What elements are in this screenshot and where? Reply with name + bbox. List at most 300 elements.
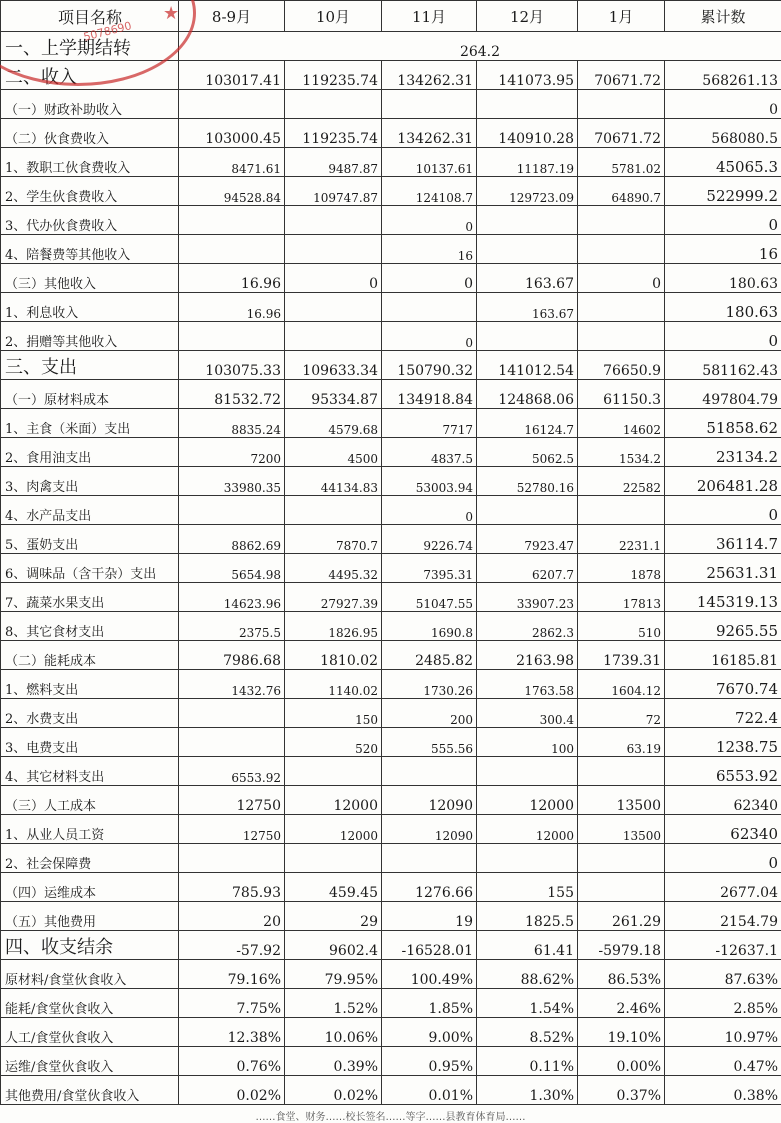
value-cell [179, 728, 285, 757]
value-cell: 163.67 [477, 293, 578, 322]
value-cell: 61.41 [477, 931, 578, 960]
value-cell [285, 206, 382, 235]
value-cell: 0.00% [578, 1047, 665, 1076]
value-cell: 52780.16 [477, 467, 578, 496]
value-cell: 0 [382, 206, 477, 235]
value-cell: 63.19 [578, 728, 665, 757]
cumulative-cell: 45065.3 [665, 148, 781, 177]
row-label: （二）能耗成本 [1, 641, 179, 670]
table-row [1, 264, 781, 293]
value-cell: 14623.96 [179, 583, 285, 612]
value-cell [477, 757, 578, 786]
carryover-label: 一、上学期结转 [1, 32, 179, 61]
value-cell: 9226.74 [382, 525, 477, 554]
row-label: 2、学生伙食费收入 [1, 177, 179, 206]
value-cell [578, 322, 665, 351]
cumulative-cell: 568080.5 [665, 119, 781, 148]
value-cell: 1.85% [382, 989, 477, 1018]
value-cell: 8835.24 [179, 409, 285, 438]
value-cell: 0.02% [285, 1076, 382, 1105]
value-cell: 0.02% [179, 1076, 285, 1105]
table-row [1, 989, 781, 1018]
value-cell: 4500 [285, 438, 382, 467]
value-cell: 12090 [382, 815, 477, 844]
table-row [1, 90, 781, 119]
value-cell [578, 844, 665, 873]
value-cell: 0.76% [179, 1047, 285, 1076]
value-cell: 72 [578, 699, 665, 728]
value-cell: 119235.74 [285, 119, 382, 148]
value-cell: 129723.09 [477, 177, 578, 206]
value-cell: 7395.31 [382, 554, 477, 583]
value-cell [578, 90, 665, 119]
value-cell: 22582 [578, 467, 665, 496]
cumulative-cell: 7670.74 [665, 670, 781, 699]
table-row [1, 1047, 781, 1076]
value-cell [285, 235, 382, 264]
header-item-name: 项目名称 [1, 1, 179, 32]
value-cell [382, 293, 477, 322]
value-cell [382, 757, 477, 786]
value-cell: 44134.83 [285, 467, 382, 496]
value-cell: 1.52% [285, 989, 382, 1018]
table-row [1, 496, 781, 525]
value-cell: 95334.87 [285, 380, 382, 409]
cumulative-cell: 180.63 [665, 264, 781, 293]
row-label: 二、收入 [1, 61, 179, 90]
value-cell: 7200 [179, 438, 285, 467]
cumulative-cell: 0.47% [665, 1047, 781, 1076]
value-cell: 2485.82 [382, 641, 477, 670]
table-row [1, 757, 781, 786]
value-cell: 70671.72 [578, 119, 665, 148]
row-label: 1、利息收入 [1, 293, 179, 322]
value-cell: 103000.45 [179, 119, 285, 148]
row-label: 8、其它食材支出 [1, 612, 179, 641]
value-cell [578, 206, 665, 235]
value-cell: 7.75% [179, 989, 285, 1018]
value-cell: 19 [382, 902, 477, 931]
value-cell: 16.96 [179, 293, 285, 322]
value-cell [477, 235, 578, 264]
value-cell [179, 235, 285, 264]
row-label: 7、蔬菜水果支出 [1, 583, 179, 612]
table-row [1, 583, 781, 612]
row-label: （四）运维成本 [1, 873, 179, 902]
value-cell: 4495.32 [285, 554, 382, 583]
carryover-row [1, 32, 781, 61]
value-cell: 100.49% [382, 960, 477, 989]
value-cell: 7717 [382, 409, 477, 438]
value-cell: 1878 [578, 554, 665, 583]
row-label: 2、水费支出 [1, 699, 179, 728]
row-label: 2、食用油支出 [1, 438, 179, 467]
value-cell: 13500 [578, 786, 665, 815]
value-cell: 141073.95 [477, 61, 578, 90]
value-cell: -5979.18 [578, 931, 665, 960]
value-cell: 150790.32 [382, 351, 477, 380]
value-cell: 459.45 [285, 873, 382, 902]
value-cell: 76650.9 [578, 351, 665, 380]
value-cell: 6207.7 [477, 554, 578, 583]
value-cell: 0.37% [578, 1076, 665, 1105]
value-cell: 27927.39 [285, 583, 382, 612]
value-cell: 109633.34 [285, 351, 382, 380]
value-cell: 1739.31 [578, 641, 665, 670]
cumulative-cell: 2154.79 [665, 902, 781, 931]
value-cell [578, 757, 665, 786]
value-cell: 555.56 [382, 728, 477, 757]
value-cell [179, 322, 285, 351]
stamp-code: 5078690 [82, 19, 133, 44]
value-cell [285, 90, 382, 119]
value-cell: 17813 [578, 583, 665, 612]
value-cell: 11187.19 [477, 148, 578, 177]
value-cell: 10.06% [285, 1018, 382, 1047]
value-cell: 1730.26 [382, 670, 477, 699]
value-cell: 155 [477, 873, 578, 902]
row-label: 6、调味品（含干杂）支出 [1, 554, 179, 583]
value-cell: 86.53% [578, 960, 665, 989]
value-cell: 12090 [382, 786, 477, 815]
cumulative-cell: 36114.7 [665, 525, 781, 554]
value-cell: 1763.58 [477, 670, 578, 699]
value-cell: 141012.54 [477, 351, 578, 380]
value-cell: 0 [578, 264, 665, 293]
table-row [1, 322, 781, 351]
value-cell: 19.10% [578, 1018, 665, 1047]
value-cell [179, 90, 285, 119]
value-cell: 12000 [285, 786, 382, 815]
cumulative-cell: 23134.2 [665, 438, 781, 467]
value-cell: 200 [382, 699, 477, 728]
row-label: 能耗/食堂伙食收入 [1, 989, 179, 1018]
value-cell [578, 235, 665, 264]
table-row [1, 670, 781, 699]
value-cell: 7923.47 [477, 525, 578, 554]
value-cell: 81532.72 [179, 380, 285, 409]
cumulative-cell: 206481.28 [665, 467, 781, 496]
table-row [1, 844, 781, 873]
cumulative-cell: 16 [665, 235, 781, 264]
value-cell: 4579.68 [285, 409, 382, 438]
value-cell: 16124.7 [477, 409, 578, 438]
cumulative-cell: 145319.13 [665, 583, 781, 612]
value-cell [179, 496, 285, 525]
value-cell: 16.96 [179, 264, 285, 293]
cumulative-cell: 581162.43 [665, 351, 781, 380]
value-cell: 109747.87 [285, 177, 382, 206]
value-cell: 0 [285, 264, 382, 293]
row-label: 人工/食堂伙食收入 [1, 1018, 179, 1047]
value-cell [477, 844, 578, 873]
value-cell: 134918.84 [382, 380, 477, 409]
value-cell: 150 [285, 699, 382, 728]
row-label: （五）其他费用 [1, 902, 179, 931]
value-cell: 12000 [477, 786, 578, 815]
row-label: 3、肉禽支出 [1, 467, 179, 496]
value-cell: 79.95% [285, 960, 382, 989]
value-cell [179, 699, 285, 728]
value-cell: 12750 [179, 786, 285, 815]
value-cell [285, 322, 382, 351]
row-label: 3、代办伙食费收入 [1, 206, 179, 235]
value-cell: 8471.61 [179, 148, 285, 177]
header-row [1, 1, 781, 32]
value-cell [578, 496, 665, 525]
value-cell [285, 293, 382, 322]
cumulative-cell: 722.4 [665, 699, 781, 728]
value-cell: 1825.5 [477, 902, 578, 931]
row-label: 2、社会保障费 [1, 844, 179, 873]
value-cell: 16 [382, 235, 477, 264]
value-cell: 140910.28 [477, 119, 578, 148]
value-cell: 5062.5 [477, 438, 578, 467]
row-label: 四、收支结余 [1, 931, 179, 960]
value-cell: 12000 [285, 815, 382, 844]
value-cell: 0 [382, 264, 477, 293]
value-cell: 261.29 [578, 902, 665, 931]
value-cell: 510 [578, 612, 665, 641]
value-cell: 1.30% [477, 1076, 578, 1105]
table-row [1, 380, 781, 409]
footer-note: ……食堂、财务……校长签名……等字……县教育体育局…… [255, 1112, 526, 1123]
row-label: 4、其它材料支出 [1, 757, 179, 786]
table-row [1, 931, 781, 960]
value-cell: 124108.7 [382, 177, 477, 206]
value-cell: 8862.69 [179, 525, 285, 554]
value-cell: 0.01% [382, 1076, 477, 1105]
cumulative-cell: 51858.62 [665, 409, 781, 438]
table-row [1, 177, 781, 206]
table-row [1, 1076, 781, 1105]
value-cell: 14602 [578, 409, 665, 438]
value-cell: 79.16% [179, 960, 285, 989]
value-cell: 29 [285, 902, 382, 931]
cumulative-cell: 87.63% [665, 960, 781, 989]
row-label: 2、捐赠等其他收入 [1, 322, 179, 351]
value-cell: 6553.92 [179, 757, 285, 786]
table-row [1, 815, 781, 844]
value-cell [382, 90, 477, 119]
value-cell: 0 [382, 496, 477, 525]
header-month-aug-sep: 8-9月 [179, 1, 285, 32]
value-cell: 520 [285, 728, 382, 757]
value-cell: -57.92 [179, 931, 285, 960]
value-cell: 88.62% [477, 960, 578, 989]
cumulative-cell: 2677.04 [665, 873, 781, 902]
value-cell: 100 [477, 728, 578, 757]
value-cell: 785.93 [179, 873, 285, 902]
value-cell: 103075.33 [179, 351, 285, 380]
row-label: （一）原材料成本 [1, 380, 179, 409]
value-cell: 1534.2 [578, 438, 665, 467]
value-cell [285, 844, 382, 873]
cumulative-cell: 6553.92 [665, 757, 781, 786]
value-cell: 9487.87 [285, 148, 382, 177]
value-cell: 51047.55 [382, 583, 477, 612]
value-cell: 300.4 [477, 699, 578, 728]
value-cell [382, 844, 477, 873]
value-cell: 0 [382, 322, 477, 351]
value-cell [285, 496, 382, 525]
row-label: 3、电费支出 [1, 728, 179, 757]
stamp-star-icon: ★ [163, 3, 180, 24]
cumulative-cell: 2.85% [665, 989, 781, 1018]
carryover-value: 264.2 [179, 32, 781, 61]
table-row [1, 438, 781, 467]
row-label: 1、从业人员工资 [1, 815, 179, 844]
value-cell [578, 293, 665, 322]
table-row [1, 351, 781, 380]
table-row [1, 61, 781, 90]
value-cell: 1276.66 [382, 873, 477, 902]
value-cell: -16528.01 [382, 931, 477, 960]
row-label: 5、蛋奶支出 [1, 525, 179, 554]
value-cell: 1690.8 [382, 612, 477, 641]
value-cell: 10137.61 [382, 148, 477, 177]
cumulative-cell: 180.63 [665, 293, 781, 322]
table-row [1, 699, 781, 728]
cumulative-cell: 16185.81 [665, 641, 781, 670]
value-cell: 2163.98 [477, 641, 578, 670]
cumulative-cell: 0 [665, 496, 781, 525]
row-label: （二）伙食费收入 [1, 119, 179, 148]
value-cell: 7986.68 [179, 641, 285, 670]
cumulative-cell: -12637.1 [665, 931, 781, 960]
value-cell [477, 206, 578, 235]
row-label: 4、陪餐费等其他收入 [1, 235, 179, 264]
table-row [1, 873, 781, 902]
row-label: 其他费用/食堂伙食收入 [1, 1076, 179, 1105]
value-cell: 7870.7 [285, 525, 382, 554]
value-cell [179, 844, 285, 873]
table-row [1, 554, 781, 583]
value-cell: 2862.3 [477, 612, 578, 641]
cumulative-cell: 9265.55 [665, 612, 781, 641]
value-cell [179, 206, 285, 235]
value-cell: 94528.84 [179, 177, 285, 206]
value-cell: 163.67 [477, 264, 578, 293]
table-row [1, 235, 781, 264]
cumulative-cell: 1238.75 [665, 728, 781, 757]
table-row [1, 525, 781, 554]
value-cell: 64890.7 [578, 177, 665, 206]
value-cell: 134262.31 [382, 61, 477, 90]
table-row [1, 206, 781, 235]
row-label: 运维/食堂伙食收入 [1, 1047, 179, 1076]
value-cell: 1140.02 [285, 670, 382, 699]
value-cell: 124868.06 [477, 380, 578, 409]
value-cell: 53003.94 [382, 467, 477, 496]
cumulative-cell: 62340 [665, 815, 781, 844]
value-cell: 33980.35 [179, 467, 285, 496]
table-row [1, 728, 781, 757]
table-row [1, 641, 781, 670]
value-cell: 0.95% [382, 1047, 477, 1076]
value-cell [477, 90, 578, 119]
value-cell [477, 322, 578, 351]
cumulative-cell: 0 [665, 90, 781, 119]
value-cell: 9602.4 [285, 931, 382, 960]
row-label: 三、支出 [1, 351, 179, 380]
cumulative-cell: 0 [665, 322, 781, 351]
cumulative-cell: 62340 [665, 786, 781, 815]
cumulative-cell: 0 [665, 844, 781, 873]
header-month-dec: 12月 [477, 1, 578, 32]
value-cell: 70671.72 [578, 61, 665, 90]
table-row [1, 293, 781, 322]
header-month-jan: 1月 [578, 1, 665, 32]
value-cell: 0.39% [285, 1047, 382, 1076]
value-cell: 8.52% [477, 1018, 578, 1047]
value-cell: 12750 [179, 815, 285, 844]
row-label: 1、主食（米面）支出 [1, 409, 179, 438]
table-row [1, 960, 781, 989]
value-cell: 33907.23 [477, 583, 578, 612]
table-row [1, 902, 781, 931]
value-cell: 61150.3 [578, 380, 665, 409]
header-cumulative: 累计数 [665, 1, 781, 32]
value-cell: 1810.02 [285, 641, 382, 670]
cumulative-cell: 10.97% [665, 1018, 781, 1047]
table-row [1, 612, 781, 641]
value-cell [578, 873, 665, 902]
table-row [1, 119, 781, 148]
row-label: 4、水产品支出 [1, 496, 179, 525]
header-month-oct: 10月 [285, 1, 382, 32]
value-cell: 2231.1 [578, 525, 665, 554]
table-row [1, 409, 781, 438]
value-cell [285, 757, 382, 786]
value-cell: 2.46% [578, 989, 665, 1018]
cumulative-cell: 522999.2 [665, 177, 781, 206]
value-cell: 9.00% [382, 1018, 477, 1047]
row-label: （三）人工成本 [1, 786, 179, 815]
row-label: 1、教职工伙食费收入 [1, 148, 179, 177]
cumulative-cell: 0 [665, 206, 781, 235]
cumulative-cell: 568261.13 [665, 61, 781, 90]
value-cell: 1432.76 [179, 670, 285, 699]
cumulative-cell: 497804.79 [665, 380, 781, 409]
row-label: 原材料/食堂伙食收入 [1, 960, 179, 989]
value-cell [477, 496, 578, 525]
value-cell: 2375.5 [179, 612, 285, 641]
value-cell: 12000 [477, 815, 578, 844]
value-cell: 13500 [578, 815, 665, 844]
table-row [1, 467, 781, 496]
value-cell: 103017.41 [179, 61, 285, 90]
value-cell: 119235.74 [285, 61, 382, 90]
row-label: 1、燃料支出 [1, 670, 179, 699]
row-label: （三）其他收入 [1, 264, 179, 293]
row-label: （一）财政补助收入 [1, 90, 179, 119]
value-cell: 12.38% [179, 1018, 285, 1047]
value-cell: 4837.5 [382, 438, 477, 467]
table-row [1, 786, 781, 815]
value-cell: 1.54% [477, 989, 578, 1018]
header-month-nov: 11月 [382, 1, 477, 32]
value-cell: 1826.95 [285, 612, 382, 641]
value-cell: 0.11% [477, 1047, 578, 1076]
value-cell: 5781.02 [578, 148, 665, 177]
table-row [1, 1018, 781, 1047]
value-cell: 5654.98 [179, 554, 285, 583]
value-cell: 134262.31 [382, 119, 477, 148]
value-cell: 20 [179, 902, 285, 931]
cumulative-cell: 0.38% [665, 1076, 781, 1105]
value-cell: 1604.12 [578, 670, 665, 699]
